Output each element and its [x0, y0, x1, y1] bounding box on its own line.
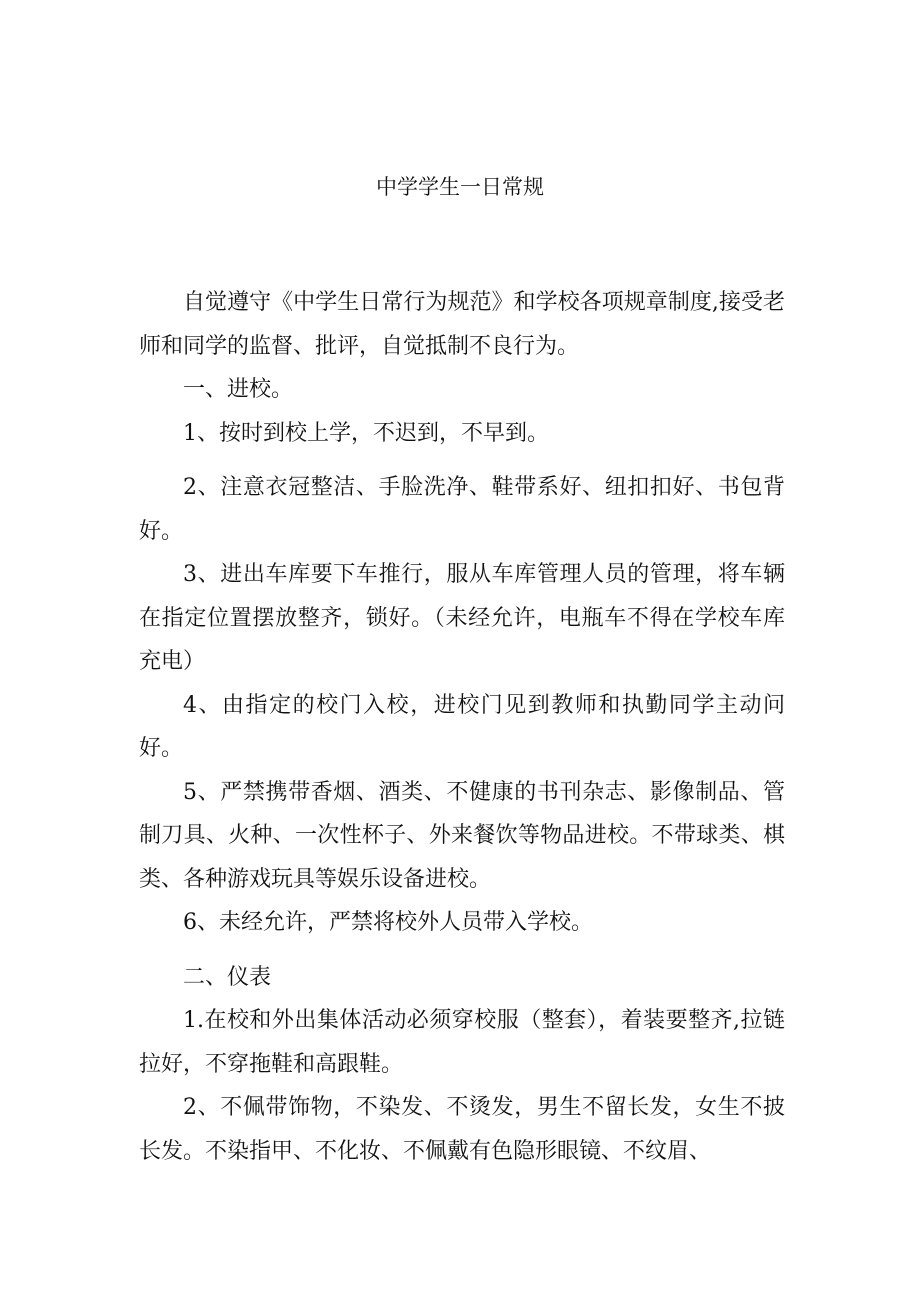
rule-item: 1、按时到校上学，不迟到，不早到。 — [183, 420, 549, 446]
rule-item: 5、严禁携带香烟、酒类、不健康的书刊杂志、影像制品、管制刀具、火种、一次性杯子、外来餐饮等物品进校。不带球类、棋类、各种游戏玩具等娱乐设备进校。 — [139, 779, 785, 892]
document-body — [139, 281, 785, 1173]
section-heading-entering-school: 一、进校。 — [183, 377, 294, 402]
section-heading-appearance: 二、仪表 — [183, 964, 272, 990]
rule-item: 1.在校和外出集体活动必须穿校服（整套），着装要整齐,拉链拉好，不穿拖鞋和高跟鞋。 — [139, 1008, 785, 1077]
rule-item: 2、不佩带饰物，不染发、不烫发，男生不留长发，女生不披长发。不染指甲、不化妆、不佩戴有色隐形眼镜、不纹眉、 — [139, 1095, 785, 1164]
document-title: 中学学生一日常规 — [376, 175, 544, 199]
rule-item: 4、由指定的校门入校，进校门见到教师和执勤同学主动问好。 — [139, 692, 785, 761]
rule-item: 2、注意衣冠整洁、手脸洗净、鞋带系好、纽扣扣好、书包背好。 — [139, 475, 785, 544]
rule-item: 6、未经允许，严禁将校外人员带入学校。 — [183, 910, 593, 935]
rule-item: 3、进出车库要下车推行，服从车库管理人员的管理，将车辆在指定位置摆放整齐，锁好。（未经允许，电瓶车不得在学校车库充电） — [139, 562, 785, 674]
intro-paragraph: 自觉遵守《中学生日常行为规范》和学校各项规章制度,接受老师和同学的监督、批评，自觉抵制不良行为。 — [139, 290, 785, 359]
